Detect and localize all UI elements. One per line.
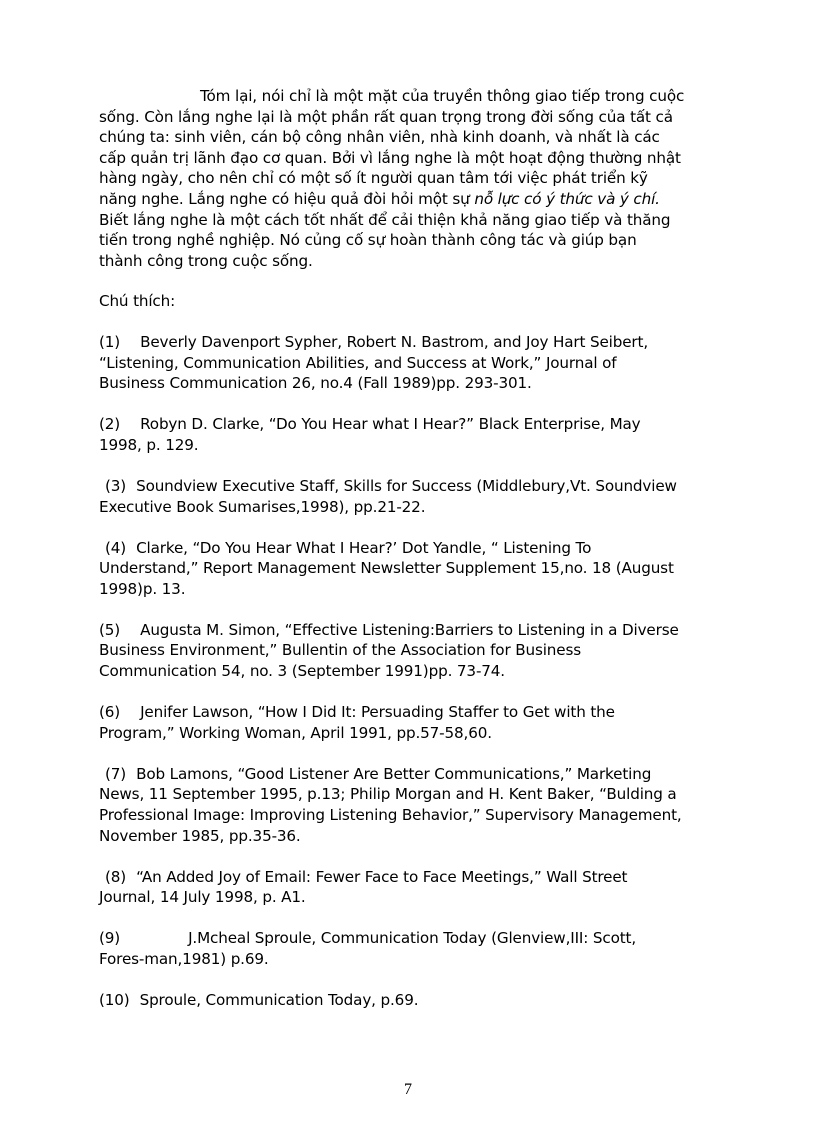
footnote-text: Journal, 14 July 1998, p. A1. xyxy=(99,888,306,907)
intro-line: tiến trong nghề nghiệp. Nó củng cố sự hoàn thành công tác và giúp bạn xyxy=(99,231,637,250)
footnote-text: “Listening, Communication Abilities, and Success at Work,” Journal of xyxy=(99,353,617,372)
footnote-number: (10) xyxy=(99,991,130,1010)
footnote-text: Business Environment,” Bullentin of the Association for Business xyxy=(99,641,581,660)
footnote-item xyxy=(99,476,719,517)
footnote-line xyxy=(99,620,719,641)
footnote-item xyxy=(99,332,719,394)
footnote-number: (6) xyxy=(99,703,121,722)
footnote-text: 1998)p. 13. xyxy=(99,579,186,598)
footnote-line xyxy=(99,867,719,888)
intro-line: chúng ta: sinh viên, cán bộ công nhân viên, nhà kinh doanh, và nhất là các xyxy=(99,128,660,147)
footnote-line xyxy=(99,764,719,785)
intro-line xyxy=(99,189,719,210)
footnote-item xyxy=(99,702,719,743)
footnote-line xyxy=(99,928,719,949)
footnote-text: Sproule, Communication Today, p.69. xyxy=(139,991,419,1010)
intro-line: Tóm lại, nói chỉ là một mặt của truyền thông giao tiếp trong cuộc xyxy=(200,87,685,105)
footnote-text: Clarke, “Do You Hear What I Hear?’ Dot Yandle, “ Listening To xyxy=(136,538,592,557)
footnote-text: Beverly Davenport Sypher, Robert N. Bastrom, and Joy Hart Seibert, xyxy=(140,332,648,351)
footnote-line xyxy=(99,353,719,374)
footnote-text: Business Communication 26, no.4 (Fall 1989)pp. 293-301. xyxy=(99,374,532,393)
intro-line: hàng ngày, cho nên chỉ có một số ít người quan tâm tới việc phát triển kỹ xyxy=(99,169,648,188)
footnote-number: (5) xyxy=(99,620,121,639)
intro-text: năng nghe. Lắng nghe có hiệu quả đòi hỏi một sự xyxy=(99,189,475,208)
footnote-line xyxy=(99,414,719,435)
intro-line: cấp quản trị lãnh đạo cơ quan. Bởi vì lắng nghe là một hoạt động thường nhật xyxy=(99,148,681,167)
footnote-item xyxy=(99,538,719,600)
intro-emphasis: nỗ lực có ý thức và ý chí. xyxy=(474,189,660,208)
footnote-number: (7) xyxy=(105,764,127,783)
footnote-line xyxy=(99,949,719,970)
footnote-item xyxy=(99,867,719,908)
footnote-item xyxy=(99,620,719,682)
footnote-text: Professional Image: Improving Listening Behavior,” Supervisory Management, xyxy=(99,806,682,825)
footnote-line xyxy=(99,332,719,353)
footnote-line xyxy=(99,805,719,826)
footnote-line xyxy=(99,579,719,600)
footnote-text: 1998, p. 129. xyxy=(99,435,199,454)
footnote-text: November 1985, pp.35-36. xyxy=(99,826,301,845)
page-number: 7 xyxy=(404,1081,412,1098)
footnote-number: (3) xyxy=(105,476,127,495)
footnote-text: Communication 54, no. 3 (September 1991)pp. 73-74. xyxy=(99,662,505,681)
document-page xyxy=(99,86,719,1031)
footnote-text: Executive Book Sumarises,1998), pp.21-22. xyxy=(99,497,426,516)
footnote-line xyxy=(99,640,719,661)
footnote-line xyxy=(99,373,719,394)
footnote-text: Robyn D. Clarke, “Do You Hear what I Hear?” Black Enterprise, May xyxy=(140,415,641,434)
footnote-text: Jenifer Lawson, “How I Did It: Persuading Staffer to Get with the xyxy=(140,703,615,722)
footnotes-list xyxy=(99,332,719,1011)
footnote-number: (4) xyxy=(105,538,127,557)
footnote-item xyxy=(99,414,719,455)
footnote-text: J.Mcheal Sproule, Communication Today (Glenview,III: Scott, xyxy=(188,929,637,948)
footnote-line xyxy=(99,497,719,518)
footnote-line xyxy=(99,435,719,456)
footnote-text: Understand,” Report Management Newsletter Supplement 15,no. 18 (August xyxy=(99,559,674,578)
footnote-line xyxy=(99,538,719,559)
footnote-number: (9) xyxy=(99,929,121,948)
intro-line: thành công trong cuộc sống. xyxy=(99,251,313,270)
footnote-text: Soundview Executive Staff, Skills for Success (Middlebury,Vt. Soundview xyxy=(136,476,677,495)
footnote-line xyxy=(99,476,719,497)
footnote-line xyxy=(99,784,719,805)
footnote-line xyxy=(99,661,719,682)
footnote-number: (2) xyxy=(99,415,121,434)
footnote-text: Augusta M. Simon, “Effective Listening:Barriers to Listening in a Diverse xyxy=(140,620,679,639)
footnote-item xyxy=(99,928,719,969)
footnote-line xyxy=(99,723,719,744)
footnote-line xyxy=(99,702,719,723)
footnote-text: Program,” Working Woman, April 1991, pp.57-58,60. xyxy=(99,723,492,742)
footnote-text: Bob Lamons, “Good Listener Are Better Communications,” Marketing xyxy=(136,764,652,783)
footnote-number: (1) xyxy=(99,332,121,351)
intro-line: sống. Còn lắng nghe lại là một phần rất quan trọng trong đời sống của tất cả xyxy=(99,107,673,126)
footnote-line xyxy=(99,826,719,847)
footnote-line xyxy=(99,558,719,579)
footnote-text: “An Added Joy of Email: Fewer Face to Face Meetings,” Wall Street xyxy=(136,867,628,886)
footnote-text: Fores-man,1981) p.69. xyxy=(99,950,269,968)
footnote-item xyxy=(99,990,719,1011)
footnote-item xyxy=(99,764,719,846)
footnote-number: (8) xyxy=(105,867,127,886)
footnote-line xyxy=(99,990,719,1011)
footnote-text: News, 11 September 1995, p.13; Philip Morgan and H. Kent Baker, “Bulding a xyxy=(99,785,677,804)
intro-paragraph xyxy=(99,86,719,271)
intro-line: Biết lắng nghe là một cách tốt nhất để cải thiện khả năng giao tiếp và thăng xyxy=(99,210,671,229)
footnote-line xyxy=(99,887,719,908)
notes-caption: Chú thích: xyxy=(99,292,176,311)
